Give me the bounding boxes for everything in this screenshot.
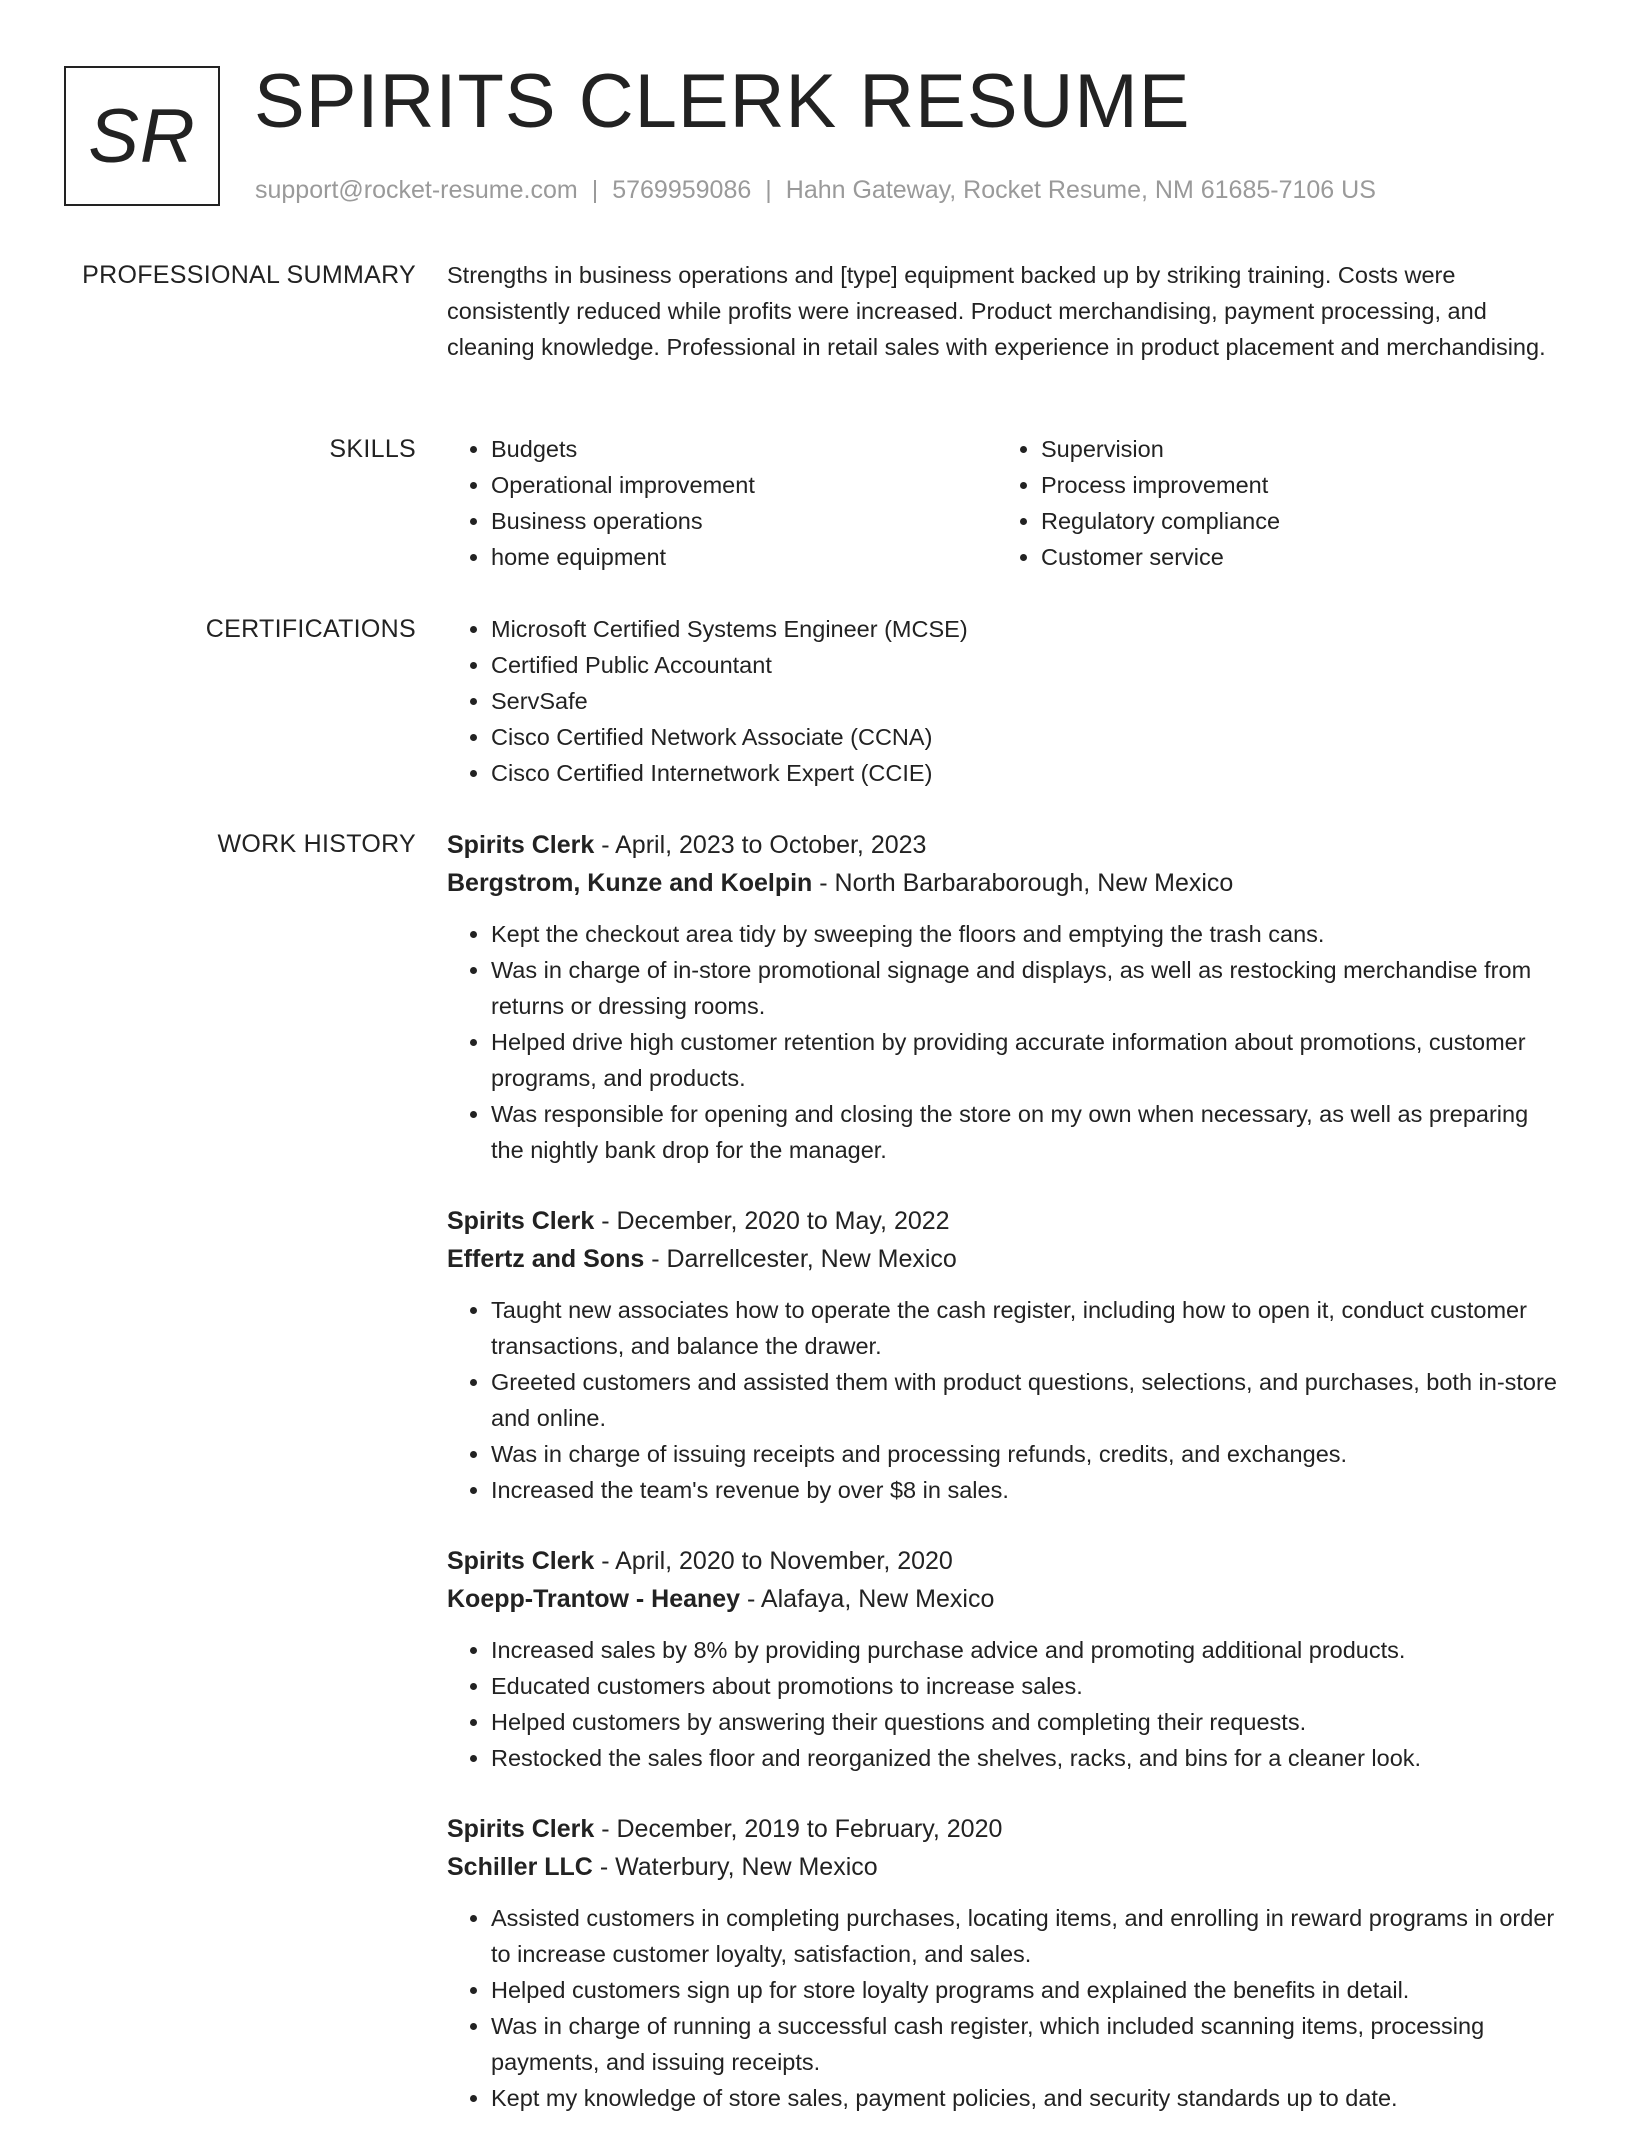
job-bullet: • Taught new associates how to operate the cash register, including how to open it, conduct customer transactions, and balance the drawer. (491, 1292, 1565, 1364)
job-entry (447, 1202, 1565, 1508)
job-dates: - April, 2020 to November, 2020 (594, 1547, 953, 1575)
monogram-box (64, 66, 220, 206)
job-location: - North Barbaraborough, New Mexico (812, 869, 1234, 897)
job-bullet: • Helped drive high customer retention by providing accurate information about promotions, customer programs, and products. (491, 1024, 1565, 1096)
summary-label: PROFESSIONAL SUMMARY (82, 261, 416, 289)
job-bullets (447, 1900, 1565, 2116)
skill-item: • Budgets (491, 431, 997, 467)
monogram-initials: SR (88, 93, 196, 179)
work-history-body (447, 826, 1565, 2150)
skill-item: • Customer service (1041, 539, 1547, 575)
job-company-line (447, 1848, 1565, 1886)
skill-item: • Supervision (1041, 431, 1547, 467)
job-bullet: • Increased the team's revenue by over $8 in sales. (491, 1472, 1565, 1508)
job-company: Schiller LLC (447, 1853, 593, 1881)
job-title: Spirits Clerk (447, 1547, 595, 1575)
job-dates: - April, 2023 to October, 2023 (594, 831, 927, 859)
job-bullet: • Was in charge of running a successful cash register, which included scanning items, processing payments, and issuing receipts. (491, 2008, 1565, 2080)
skill-item: • Process improvement (1041, 467, 1547, 503)
skills-list-left (447, 431, 997, 575)
resume-title: SPIRITS CLERK RESUME (254, 59, 1191, 144)
job-title: Spirits Clerk (447, 831, 595, 859)
job-bullet: • Helped customers sign up for store loyalty programs and explained the benefits in detail. (491, 1972, 1565, 2008)
job-bullet: • Was responsible for opening and closing the store on my own when necessary, as well as preparing the nightly bank drop for the manager. (491, 1096, 1565, 1168)
job-bullet: • Greeted customers and assisted them with product questions, selections, and purchases, both in-store and online. (491, 1364, 1565, 1436)
job-bullet: • Was in charge of issuing receipts and processing refunds, credits, and exchanges. (491, 1436, 1565, 1472)
contact-line (255, 174, 1376, 206)
job-bullet: • Assisted customers in completing purchases, locating items, and enrolling in reward programs in order to increase customer loyalty, satisfaction, and sales. (491, 1900, 1565, 1972)
job-company-line (447, 1580, 1565, 1618)
job-bullet: • Helped customers by answering their questions and completing their requests. (491, 1704, 1565, 1740)
certifications-body (447, 611, 1565, 791)
skills-grid (447, 431, 1565, 575)
job-title-line (447, 1810, 1565, 1848)
job-company-line (447, 1240, 1565, 1278)
certification-item: • Certified Public Accountant (491, 647, 1565, 683)
job-bullets (447, 916, 1565, 1168)
skills-column-right (997, 431, 1547, 575)
certification-item: • Cisco Certified Network Associate (CCNA) (491, 719, 1565, 755)
skill-item: • Business operations (491, 503, 997, 539)
job-company: Koepp-Trantow - Heaney (447, 1585, 741, 1613)
job-bullet: • Increased sales by 8% by providing purchase advice and promoting additional products. (491, 1632, 1565, 1668)
job-title-line (447, 1542, 1565, 1580)
job-title: Spirits Clerk (447, 1815, 595, 1843)
job-bullets (447, 1292, 1565, 1508)
contact-phone[interactable]: 5769959086 (612, 176, 752, 204)
skills-column-left (447, 431, 997, 575)
certification-item: • Cisco Certified Internetwork Expert (CCIE) (491, 755, 1565, 791)
skills-list-right (997, 431, 1547, 575)
skill-item: • Regulatory compliance (1041, 503, 1547, 539)
contact-separator: | (765, 176, 772, 204)
job-company: Effertz and Sons (447, 1245, 645, 1273)
summary-text: Strengths in business operations and [type] equipment backed up by striking training. Costs were consistently reduced while profits were increased. Product merchandising, payment processing, and cleaning knowledge. Professional in retail sales with experience in product placement and merchandising. (447, 262, 1546, 360)
job-title: Spirits Clerk (447, 1207, 595, 1235)
contact-address: Hahn Gateway, Rocket Resume, NM 61685-7106 US (785, 176, 1376, 204)
certifications-list (447, 611, 1565, 791)
certifications-label: CERTIFICATIONS (205, 615, 416, 643)
job-bullet: • Restocked the sales floor and reorganized the shelves, racks, and bins for a cleaner look. (491, 1740, 1565, 1776)
job-company: Bergstrom, Kunze and Koelpin (447, 869, 813, 897)
skill-item: • Operational improvement (491, 467, 997, 503)
job-entry (447, 1542, 1565, 1776)
job-bullets (447, 1632, 1565, 1776)
job-entry (447, 826, 1565, 1168)
job-location: - Alafaya, New Mexico (740, 1585, 995, 1613)
summary-body (447, 257, 1565, 365)
job-company-line (447, 864, 1565, 902)
job-bullet: • Was in charge of in-store promotional signage and displays, as well as restocking merchandise from returns or dressing rooms. (491, 952, 1565, 1024)
contact-email[interactable]: support@rocket-resume.com (255, 176, 578, 204)
job-bullet: • Educated customers about promotions to increase sales. (491, 1668, 1565, 1704)
job-title-line (447, 826, 1565, 864)
certification-item: • Microsoft Certified Systems Engineer (MCSE) (491, 611, 1565, 647)
work-history-label: WORK HISTORY (217, 830, 416, 858)
job-bullet: • Kept the checkout area tidy by sweeping the floors and emptying the trash cans. (491, 916, 1565, 952)
job-location: - Darrellcester, New Mexico (644, 1245, 957, 1273)
certification-item: • ServSafe (491, 683, 1565, 719)
job-location: - Waterbury, New Mexico (592, 1853, 878, 1881)
skill-item: • home equipment (491, 539, 997, 575)
skills-label: SKILLS (329, 435, 416, 463)
job-title-line (447, 1202, 1565, 1240)
job-dates: - December, 2020 to May, 2022 (594, 1207, 950, 1235)
job-bullet: • Kept my knowledge of store sales, payment policies, and security standards up to date. (491, 2080, 1565, 2116)
contact-separator: | (591, 176, 599, 204)
job-dates: - December, 2019 to February, 2020 (594, 1815, 1003, 1843)
job-entry (447, 1810, 1565, 2116)
skills-body (447, 431, 1565, 575)
